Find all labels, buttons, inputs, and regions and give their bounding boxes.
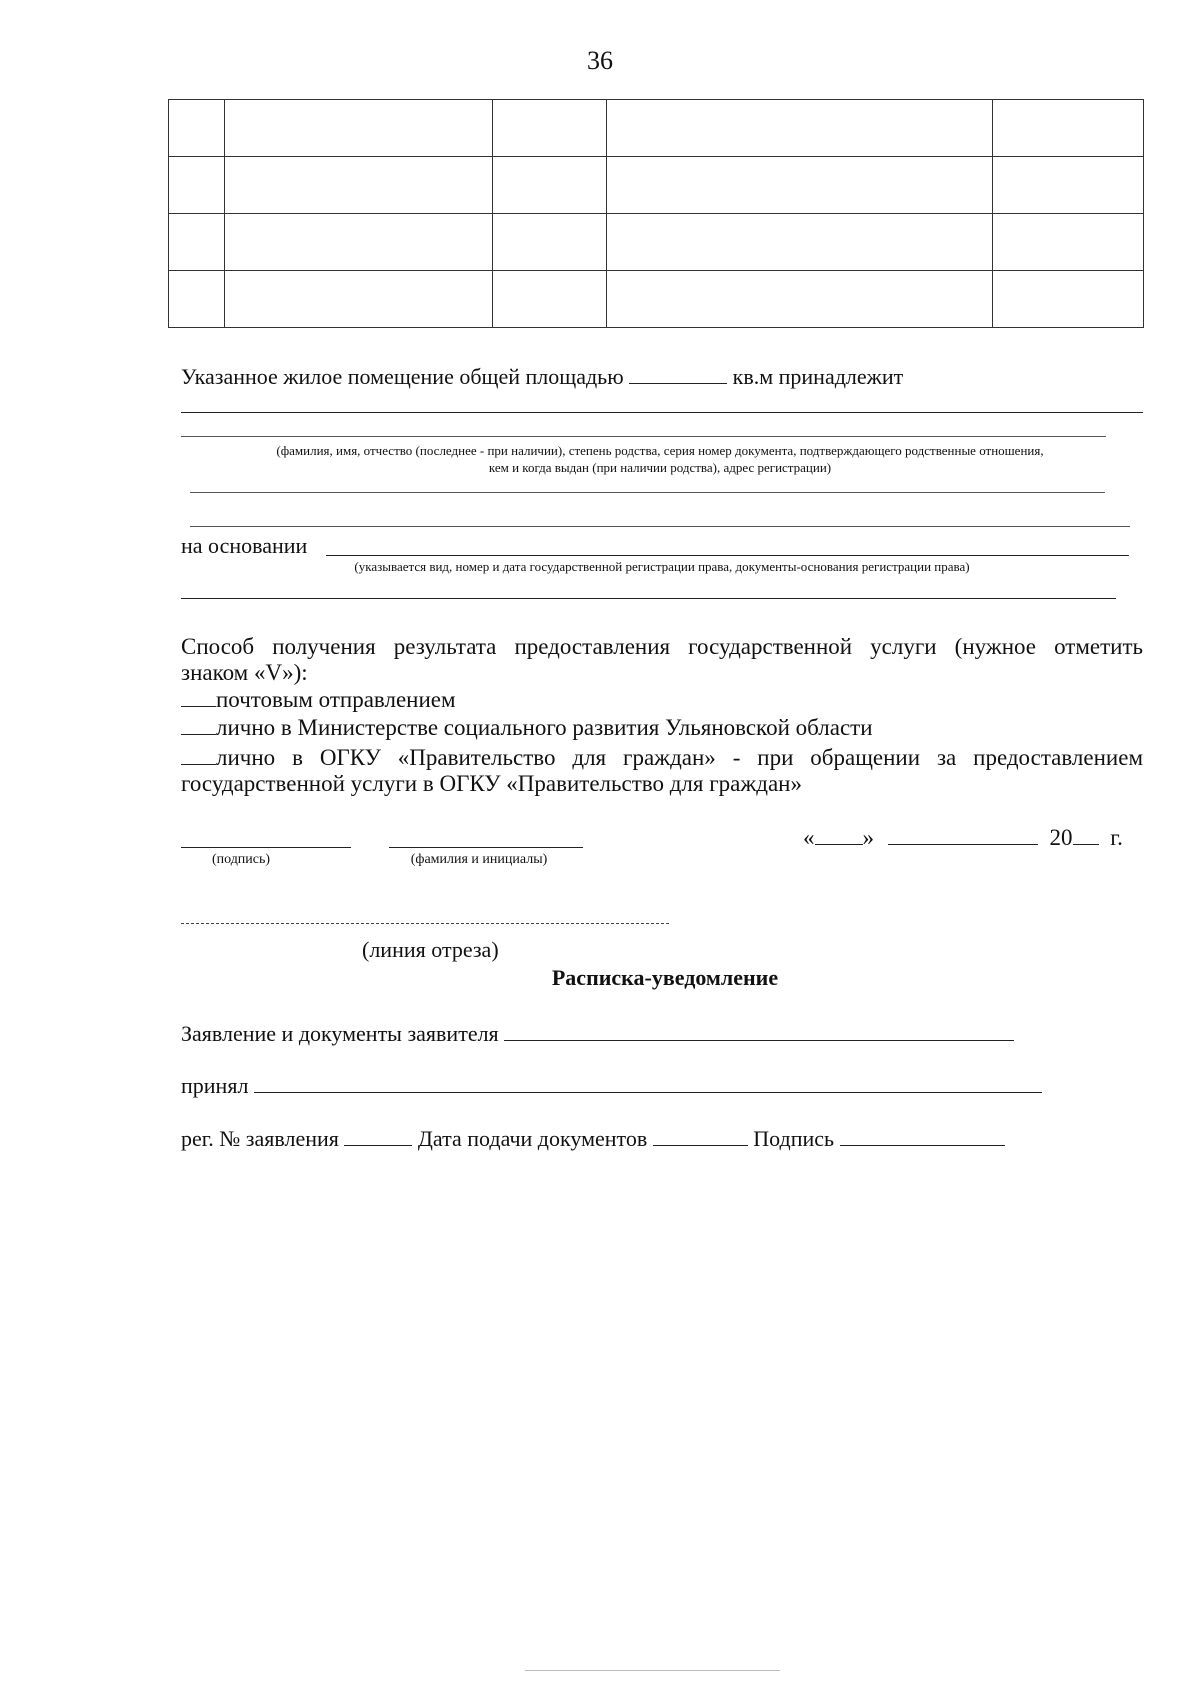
date-field [803, 824, 1123, 851]
owner-line-2[interactable] [181, 436, 1106, 437]
table-cell[interactable] [993, 157, 1144, 214]
table-row [169, 271, 1144, 328]
signature-field[interactable] [181, 847, 351, 848]
table-row [169, 157, 1144, 214]
table-cell[interactable] [225, 157, 493, 214]
receipt-reg-line [181, 1125, 1005, 1152]
method-option-ogku-label: лично в ОГКУ «Правительство для граждан» - при обращении за предоставлением [216, 745, 1143, 770]
area-line-suffix: кв.м принадлежит [732, 364, 904, 389]
area-line [181, 363, 903, 390]
method-option-ministry [181, 715, 873, 741]
receipt-docs-line [181, 1020, 1014, 1047]
receipt-signature-field[interactable] [840, 1125, 1005, 1146]
year-suffix: г. [1110, 825, 1123, 850]
receipt-title: Расписка-уведомление [551, 965, 779, 990]
basis-label: на основании [181, 533, 308, 558]
receipt-date-label: Дата подачи документов [417, 1126, 648, 1151]
signature-caption: (подпись) [211, 852, 271, 867]
owner-line-4[interactable] [190, 526, 1130, 527]
owner-note-line1: (фамилия, имя, отчество (последнее - при наличии), степень родства, серия номер документа, подтверждающего родственные отношения, [276, 443, 1044, 458]
receipt-docs-label: Заявление и документы заявителя [181, 1021, 499, 1046]
day-field[interactable] [815, 824, 863, 845]
page-number: 36 [587, 46, 613, 75]
owner-line-3[interactable] [190, 492, 1105, 493]
cut-line-label: (линия отреза) [362, 937, 499, 962]
table-cell[interactable] [169, 100, 225, 157]
area-line-prefix: Указанное жилое помещение общей площадью [181, 364, 624, 389]
receipt-signature-label: Подпись [753, 1126, 835, 1151]
owner-note-line2: кем и когда выдан (при наличии родства), адрес регистрации) [488, 460, 832, 475]
table-cell[interactable] [493, 214, 607, 271]
ogku-checkbox[interactable] [181, 746, 216, 765]
method-option-ministry-label: лично в Министерстве социального развития Ульяновской области [216, 715, 873, 740]
year-field[interactable] [1073, 824, 1099, 845]
month-field[interactable] [888, 824, 1038, 845]
date-open-quote: « [803, 825, 815, 850]
area-field[interactable] [629, 363, 727, 384]
method-line1: Способ получения результата предоставления государственной услуги (нужное отметить [181, 634, 1143, 659]
basis-note: (указывается вид, номер и дата государственной регистрации права, документы-основания регистрации права) [354, 559, 970, 574]
table-cell[interactable] [993, 271, 1144, 328]
reg-number-field[interactable] [344, 1125, 412, 1146]
ministry-checkbox[interactable] [181, 716, 216, 735]
method-option-ogku [181, 745, 1143, 771]
table-cell[interactable] [493, 157, 607, 214]
table-cell[interactable] [993, 214, 1144, 271]
receipt-docs-field[interactable] [504, 1020, 1014, 1041]
method-option-mail [181, 687, 456, 713]
mail-checkbox[interactable] [181, 688, 216, 707]
name-field[interactable] [389, 847, 583, 848]
submission-date-field[interactable] [653, 1125, 748, 1146]
owner-note [170, 442, 1150, 476]
method-option-ogku-cont: государственной услуги в ОГКУ «Правительство для граждан» [181, 771, 802, 796]
table-cell[interactable] [169, 271, 225, 328]
receipt-accepted-field[interactable] [254, 1072, 1042, 1093]
table-cell[interactable] [607, 157, 993, 214]
table-cell[interactable] [493, 100, 607, 157]
table-cell[interactable] [225, 214, 493, 271]
basis-line-2[interactable] [181, 598, 1116, 599]
table-cell[interactable] [993, 100, 1144, 157]
table-cell[interactable] [169, 157, 225, 214]
table-cell[interactable] [225, 271, 493, 328]
method-line2: знаком «V»): [181, 660, 308, 685]
receipt-accepted-line [181, 1072, 1042, 1099]
owner-line-1[interactable] [181, 412, 1143, 413]
table-cell[interactable] [607, 271, 993, 328]
footer-rule [525, 1670, 780, 1671]
table-cell[interactable] [607, 100, 993, 157]
table-cell[interactable] [225, 100, 493, 157]
cut-line [181, 923, 669, 924]
basis-field[interactable] [326, 555, 1129, 556]
table-row [169, 100, 1144, 157]
method-option-mail-label: почтовым отправлением [216, 687, 456, 712]
receipt-accepted-label: принял [181, 1073, 249, 1098]
date-close-quote: » [862, 825, 874, 850]
table-cell[interactable] [493, 271, 607, 328]
name-caption: (фамилия и инициалы) [410, 852, 548, 867]
receipt-reg-label: рег. № заявления [181, 1126, 339, 1151]
table-cell[interactable] [607, 214, 993, 271]
table-cell[interactable] [169, 214, 225, 271]
table-row [169, 214, 1144, 271]
year-prefix: 20 [1049, 825, 1073, 850]
empty-table [168, 99, 1144, 328]
